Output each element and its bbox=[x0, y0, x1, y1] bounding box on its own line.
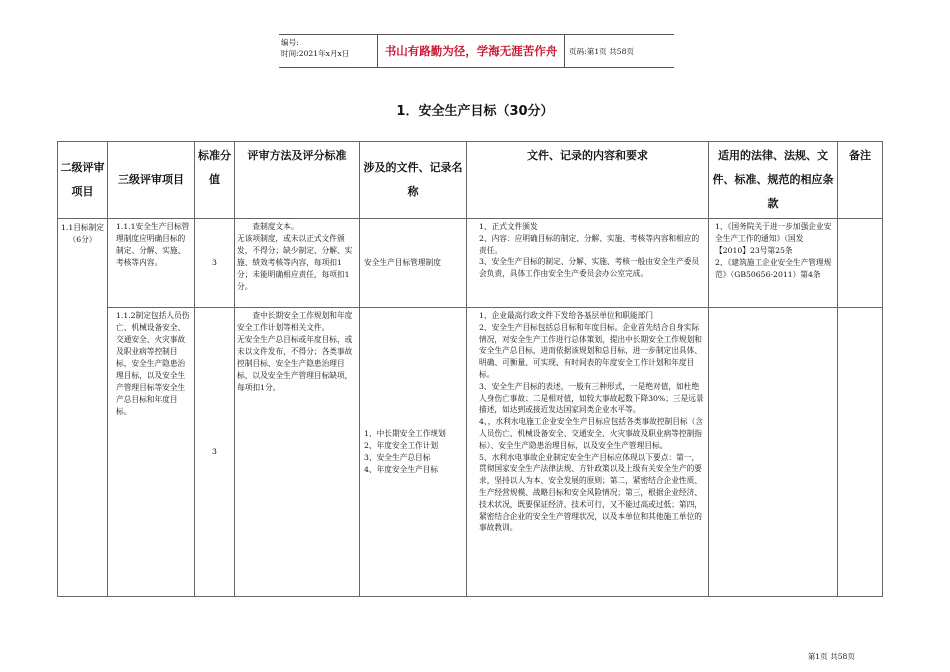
laws-cell bbox=[709, 308, 838, 597]
requirement-item: 2、内容：应明确目标的制定、分解、实施、考核等内容和相应的责任。 bbox=[479, 233, 700, 255]
evaluation-table bbox=[57, 141, 883, 597]
header-standard-score: 标准分值 bbox=[195, 142, 235, 219]
method-text: 无安全生产总目标或年度目标，或未以文件发布，不得分；各类事故控制目标、安全生产隐患治理目标，以及安全生产管理目标缺项，每项扣1分。 bbox=[237, 335, 353, 392]
number-label: 编号: bbox=[281, 38, 299, 47]
requirement-item: 5、水利水电事故企业制定安全生产目标应体现以下要点：第一，贯彻国家安全生产法律法规、方针政策以及上级有关安全生产的要求，坚持以人为本、安全发展的原则；第二，紧密结合企业性质、生产经营规模、战略目标和安全风险情况；第三，根据企业经济、技术状况，既要保证经济、技术可行，又不能过高或过低；第四，紧密结合企业的安全生产管理状况，以及本单位和其他施工单位的事故教训。 bbox=[479, 452, 702, 533]
header-meta bbox=[279, 35, 378, 67]
level2-item-cell: 1.1目标制定（6分） bbox=[58, 219, 108, 597]
level3-item-cell: 1.1.2制定包括人员伤亡、机械设备安全、交通安全、火灾事故及职业病等控制目标，安全生产隐患治理目标，以及安全生产管理目标等安全生产总目标和年度目标。 bbox=[108, 308, 195, 597]
header-requirements: 文件、记录的内容和要求 bbox=[467, 142, 709, 219]
document-item: 2、年度安全工作计划 bbox=[364, 441, 439, 450]
header-laws: 适用的法律、法规、文件、标准、规范的相应条款 bbox=[709, 142, 838, 219]
laws-cell bbox=[709, 219, 838, 308]
header-level3-item: 三级评审项目 bbox=[108, 142, 195, 219]
requirement-item: 1、正式文件颁发 bbox=[479, 222, 538, 231]
requirement-item: 3、安全生产目标的制定、分解、实施、考核一般由安全生产委员会负责，具体工作由安全生产委员会办公室完成。 bbox=[479, 257, 700, 279]
header-motto: 书山有路勤为径，学海无涯苦作舟 bbox=[378, 35, 565, 67]
method-lead: 查中长期安全工作规划和年度安全工作计划等相关文件。 bbox=[237, 311, 353, 332]
header-page-label: 页码:第1页 共58页 bbox=[569, 46, 635, 56]
header-documents: 涉及的文件、记录名称 bbox=[360, 142, 467, 219]
remarks-cell bbox=[838, 219, 883, 308]
document-item: 1、中长期安全工作规划 bbox=[364, 429, 446, 438]
table-row bbox=[58, 308, 883, 597]
page-header bbox=[279, 34, 674, 68]
document-item: 3、安全生产总目标 bbox=[364, 453, 431, 462]
page-footer: 第1页 共58页 bbox=[807, 652, 855, 661]
requirements-cell bbox=[467, 219, 709, 308]
documents-cell: 安全生产目标管理制度 bbox=[360, 219, 467, 308]
score-cell: 3 bbox=[195, 308, 235, 597]
documents-cell bbox=[360, 308, 467, 597]
time-label: 时间:2021年x月x日 bbox=[281, 49, 350, 58]
requirement-item: 4、，水利水电施工企业安全生产目标应包括各类事故控制目标（含人员伤亡、机械设备安全、交通安全、火灾事故及职业病等控制指标）、安全生产隐患治理目标，以及安全生产管理目标。 bbox=[479, 417, 703, 450]
section-title: 1．安全生产目标（30分） bbox=[396, 104, 554, 119]
table-header-row bbox=[58, 142, 883, 219]
header-remarks: 备注 bbox=[838, 142, 883, 219]
requirement-item: 2、安全生产目标包括总目标和年度目标。企业首先结合自身实际情况，对安全生产工作进行总体策划，提出中长期安全工作规划和安全生产总目标，进而依据该规划和总目标，进一步制定出具体、明确、可衡量、可实现、有时间表的年度安全工作计划和年度目标。 bbox=[479, 322, 702, 379]
score-cell: 3 bbox=[195, 219, 235, 308]
law-item: 2、《建筑施工企业安全生产管理规范》（GB50656-2011）第4条 bbox=[715, 258, 832, 279]
requirements-cell bbox=[467, 308, 709, 597]
requirement-item: 1、企业最高行政文件下发给各基层单位和职能部门 bbox=[479, 311, 654, 320]
document-item: 4、年度安全生产目标 bbox=[364, 465, 439, 474]
table-row bbox=[58, 219, 883, 308]
law-item: 1、《国务院关于进一步加强企业安全生产工作的通知》（国发【2010】23号第25条 bbox=[715, 222, 832, 255]
method-cell bbox=[235, 308, 360, 597]
header-evaluation-method: 评审方法及评分标准 bbox=[235, 142, 360, 219]
remarks-cell bbox=[838, 308, 883, 597]
method-lead: 查制度文本。 bbox=[252, 222, 299, 231]
header-level2-item: 二级评审项目 bbox=[58, 142, 108, 219]
method-cell bbox=[235, 219, 360, 308]
requirement-item: 3、安全生产目标的表述，一般有三种形式，一是绝对值，如杜绝人身伤亡事故；二是相对值，如较大事故起数下降30%；三是远景描述，如达到或接近发达国家同类企业水平等。 bbox=[479, 381, 704, 415]
method-text: 无该项制度，或未以正式文件颁发，不得分；缺少制定、分解、实施、绩效考核等内容，每项扣1分；未能明确相应责任，每项扣1分。 bbox=[237, 234, 353, 291]
level3-item-cell: 1.1.1安全生产目标管理制度应明确目标的制定、分解、实施、考核等内容。 bbox=[108, 219, 195, 308]
